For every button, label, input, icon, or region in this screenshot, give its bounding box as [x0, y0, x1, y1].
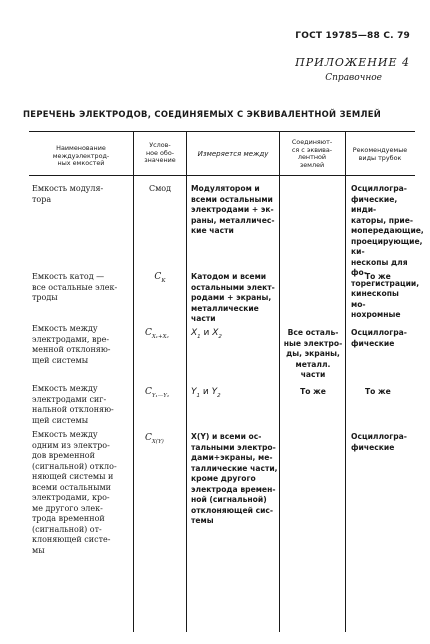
row-symbol: $C_{X_1+X_2}$: [145, 328, 169, 340]
col-header-tubes: Рекомендуемые виды трубок: [352, 146, 408, 162]
page-header: ГОСТ 19785—88 С. 79: [295, 31, 410, 41]
row-name: Емкость между электродами, вре- менной отклоняю- щей системы: [32, 324, 111, 365]
row-tubes: Осциллогра- фические: [351, 328, 407, 348]
row-tubes: То же: [365, 387, 391, 396]
col-divider: [186, 132, 187, 632]
row-measured: X(Y) и всеми ос- тальными электро- дами+экраны, ме- таллические части, кроме другого электрода времен- ной (сигнальной) отклоняющей сис- темы: [191, 432, 278, 525]
row-grounded: Все осталь- ные электро- ды, экраны, металл. части: [283, 328, 343, 379]
appendix-sub: Справочное: [325, 73, 382, 83]
row-symbol: Смод: [148, 184, 172, 193]
row-name: Емкость катод — все остальные элек- троды: [32, 272, 118, 302]
col-divider: [345, 132, 346, 632]
header-rule: [29, 175, 415, 176]
row-symbol: $C_{X(Y)}$: [145, 433, 164, 445]
row-tubes: Осциллогра- фические: [351, 432, 407, 452]
row-tubes: Осциллогра- фические, инди- каторы, прие- мопередающие, проецирующие, ки- нескопы для фо- торегистрации, кинескопы мо- нохромные: [351, 184, 424, 319]
row-name: Емкость модуля- тора: [32, 184, 104, 204]
row-measured: Модулятором и всеми остальными электродами + эк- раны, металличес- кие части: [191, 184, 275, 235]
electrode-table: [29, 131, 424, 632]
row-name: Емкость между одним из электро- дов временной (сигнальной) откло- няющей системы и всеми остальными электродами, кро- ме другого элек- трода временной (сигнальной) от- клоняющей систе- мы: [32, 430, 117, 555]
row-measured: Катодом и всеми остальными элект- родами + экраны, металлические части: [191, 272, 275, 323]
row-grounded: То же: [300, 387, 326, 396]
row-tubes: То же: [365, 272, 391, 281]
col-header-measured: Измеряется между: [197, 150, 269, 158]
row-symbol: $C_К$: [154, 272, 166, 284]
row-measured: $X_1$ и $X_2$: [191, 328, 222, 340]
row-symbol: $C_{Y_1—Y_2}$: [145, 387, 170, 399]
col-divider: [133, 132, 134, 632]
row-measured: $Y_1$ и $Y_2$: [191, 387, 221, 399]
col-header-grounded: Соединяют- ся с эквива- лентной землей: [291, 138, 333, 169]
document-title: ПЕРЕЧЕНЬ ЭЛЕКТРОДОВ, СОЕДИНЯЕМЫХ С ЭКВИВАЛЕНТНОЙ ЗЕМЛЕЙ: [23, 109, 382, 119]
appendix-label: ПРИЛОЖЕНИЕ 4: [295, 56, 410, 69]
col-header-name: Наименование междуэлектрод- ных емкостей: [52, 144, 110, 168]
row-name: Емкость между электродами сиг- нальной отклоняю- щей системы: [32, 384, 114, 425]
col-header-symbol: Услов- ное обо- значение: [144, 141, 176, 165]
